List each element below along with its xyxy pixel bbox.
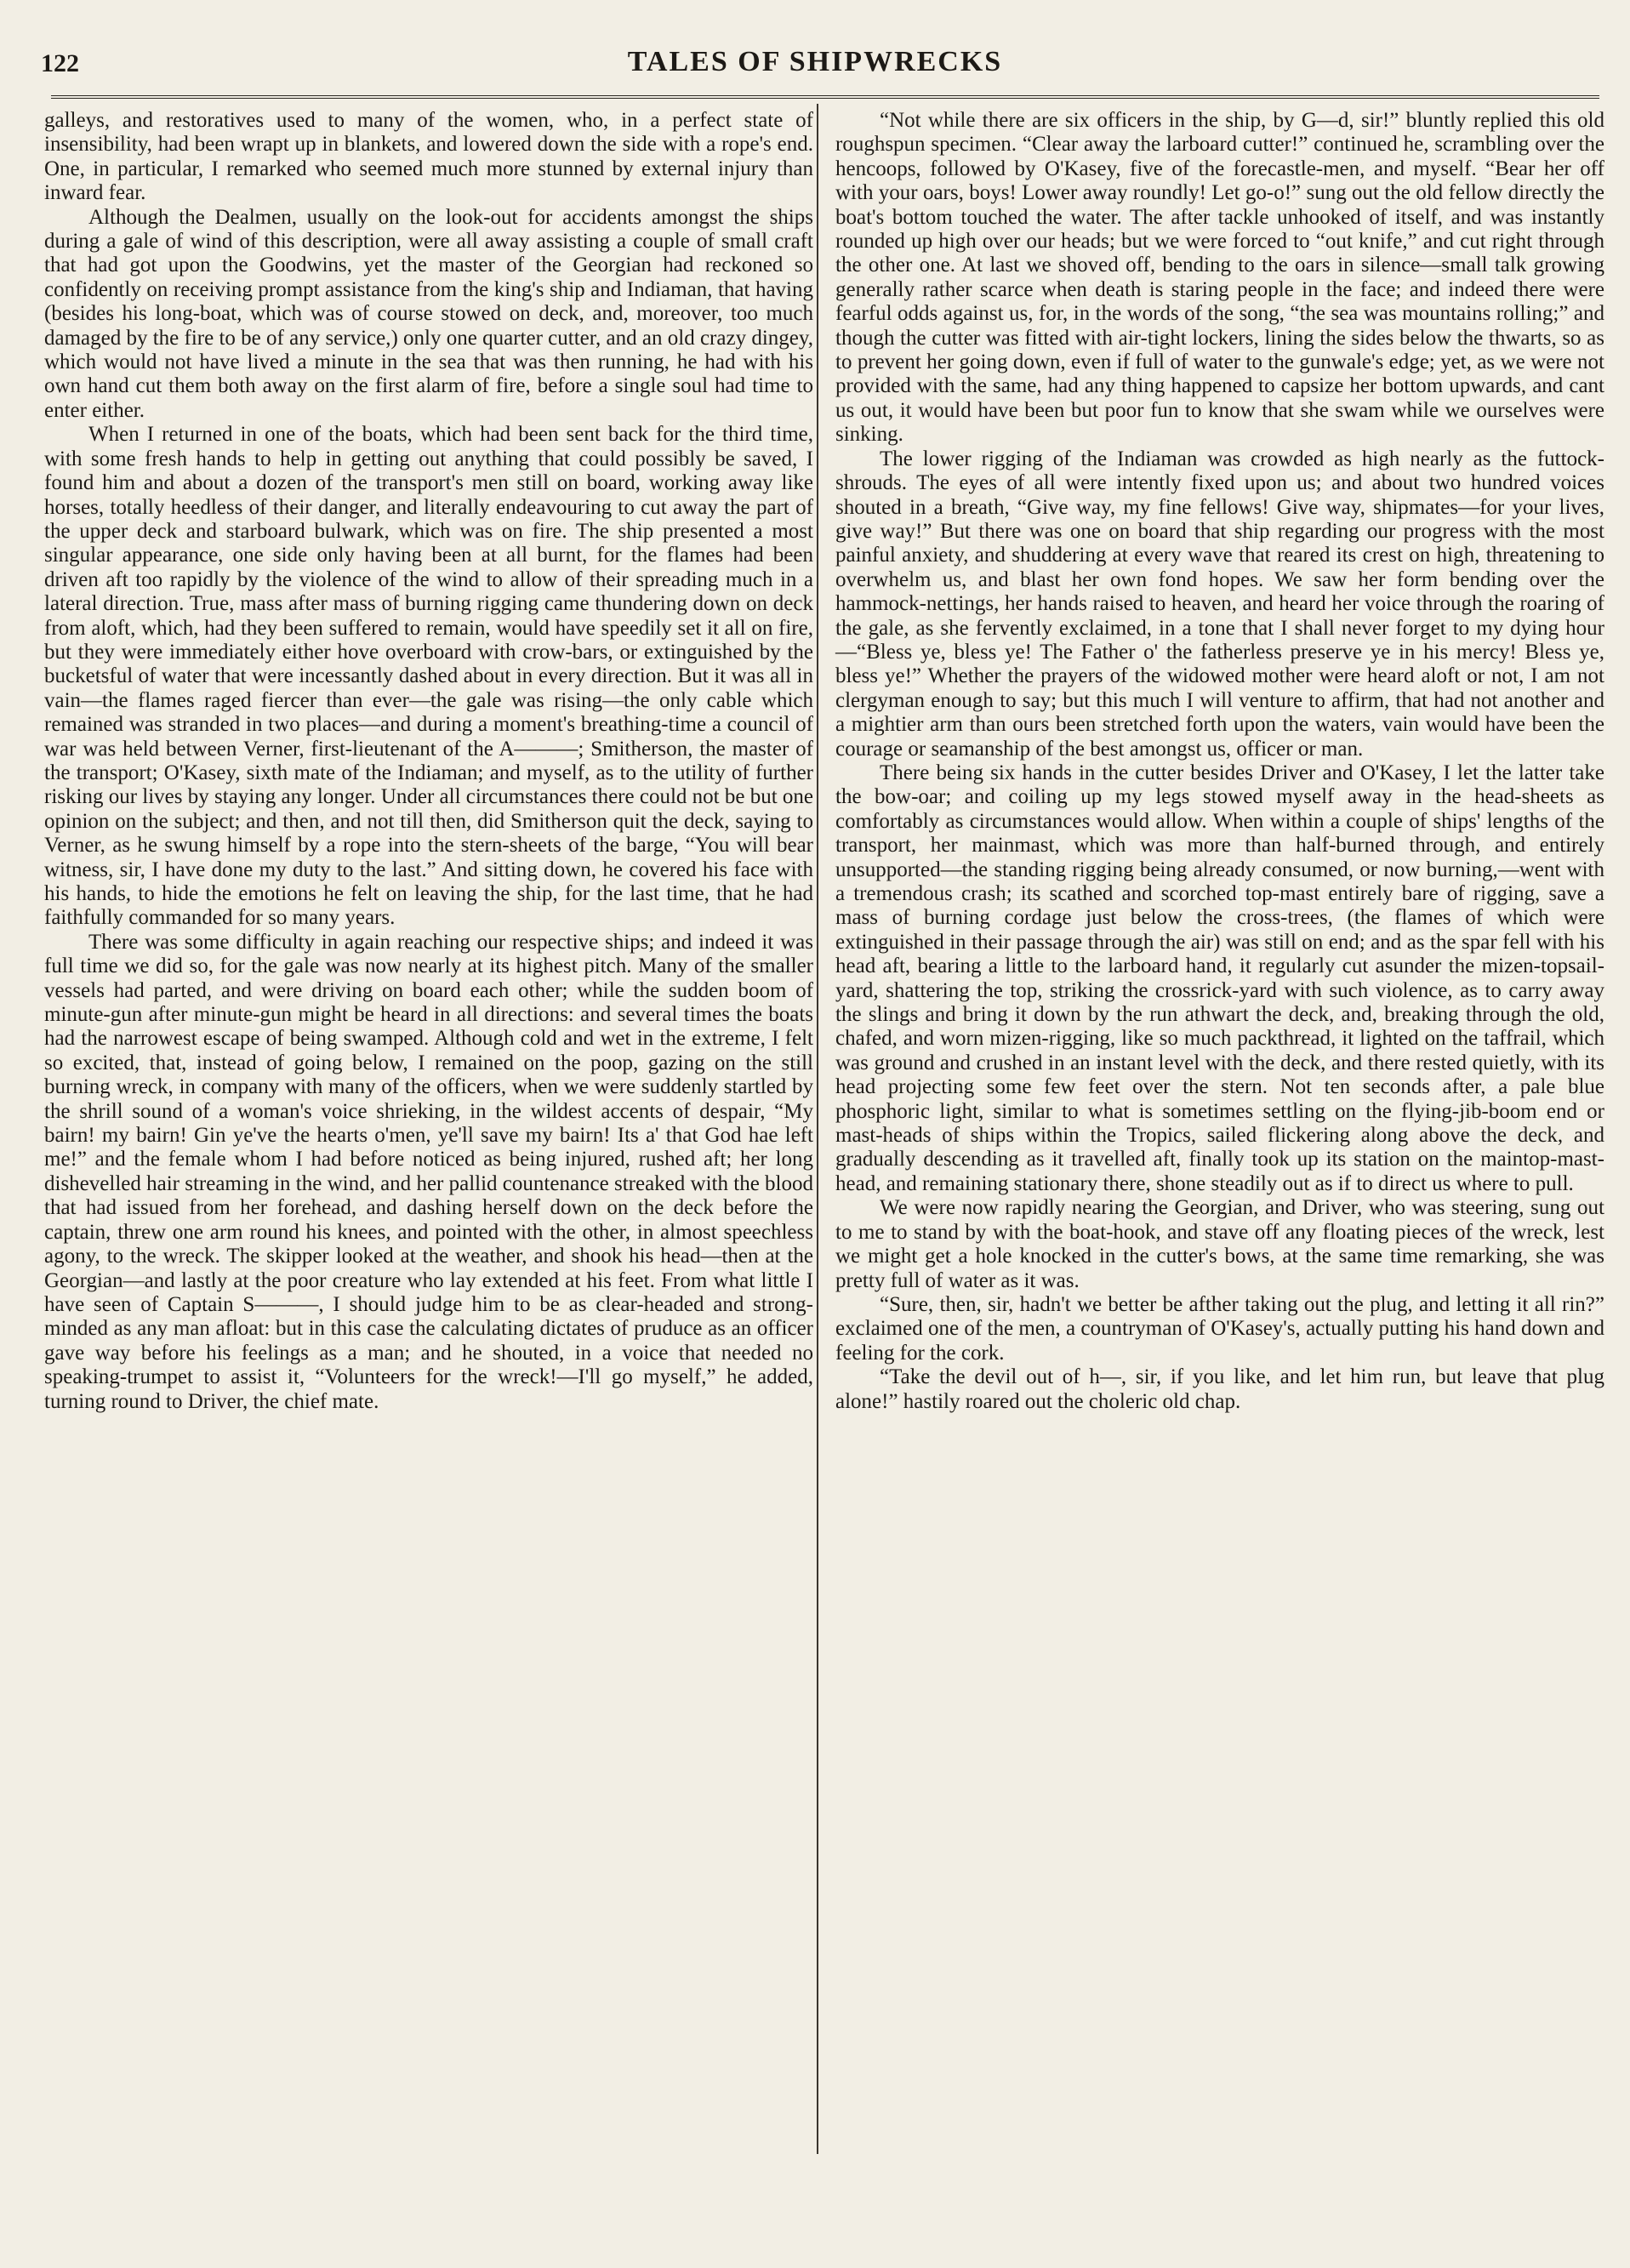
paragraph: “Not while there are six officers in the ship, by G—d, sir!” bluntly replied this old roughspun specimen. “Clear away the larboard cutter!” continued he, scrambling over the hencoops, followed by O'Kasey, five of the forecastle-men, and myself. “Bear her off with your oars, boys! Lower away roundly! Let go-o!” sung out the old fellow directly the boat's bottom touched the water. The after tackle unhooked of itself, and was instantly rounded up high over our heads; but we were forced to “out knife,” and cut right through the other one. At last we shoved off, bending to the oars in silence—small talk growing generally rather scarce when death is staring people in the face; and indeed there were fearful odds against us, for, in the words of the song, “the sea was mountains rolling;” and though the cutter was fitted with air-tight lockers, lining the sides below the thwarts, so as to prevent her going down, even if full of water to the gunwale's edge; yet, as we were not provided with the same, had any thing happened to capsize her bottom upwards, and cant us out, it would have been but poor fun to know that she swam while we ourselves were sinking. <box>835 109 1604 447</box>
header-rule <box>51 95 1599 99</box>
paragraph: We were now rapidly nearing the Georgian, and Driver, who was steering, sung out to me to stand by with the boat-hook, and stave off any floating pieces of the wreck, lest we might get a hole knocked in the cutter's bows, at the same time remarking, she was pretty full of water as it was. <box>835 1196 1604 1292</box>
paragraph: “Sure, then, sir, hadn't we better be afther taking out the plug, and letting it all rin?” exclaimed one of the men, a countryman of O'Kasey's, actually putting his hand down and feeling for the cork. <box>835 1292 1604 1365</box>
page-number: 122 <box>41 49 79 77</box>
paragraph: There was some difficulty in again reaching our respective ships; and indeed it was full time we did so, for the gale was now nearly at its highest pitch. Many of the smaller vessels had parted, and were driving on board each other; while the sudden boom of minute-gun after minute-gun might be heard in all directions: and several times the boats had the narrowest escape of being swamped. Although cold and wet in the extreme, I felt so excited, that, instead of going below, I remained on the poop, gazing on the still burning wreck, in company with many of the officers, when we were suddenly startled by the shrill sound of a woman's voice shrieking, in the wildest accents of despair, “My bairn! my bairn! Gin ye've the hearts o'men, ye'll save my bairn! Its a' that God hae left me!” and the female whom I had before noticed as being injured, rushed aft; her long dishevelled hair streaming in the wind, and her pallid countenance streaked with the blood that had issued from her forehead, and dashing herself down on the deck before the captain, threw one arm round his knees, and pointed with the other, in almost speechless agony, to the wreck. The skipper looked at the weather, and shook his head—then at the Georgian—and lastly at the poor creature who lay extended at his feet. From what little I have seen of Captain S———, I should judge him to be as clear-headed and strong-minded as any man afloat: but in this case the calculating dictates of pruduce as an officer gave way before his feelings as a man; and he shouted, in a voice that needed no speaking-trumpet to assist it, “Volunteers for the wreck!—I'll go myself,” he added, turning round to Driver, the chief mate. <box>44 930 813 1413</box>
paragraph: “Take the devil out of h—, sir, if you like, and let him run, but leave that plug alone!” hastily roared out the choleric old chap. <box>835 1365 1604 1413</box>
left-column <box>44 109 813 1414</box>
paragraph: The lower rigging of the Indiaman was crowded as high nearly as the futtock-shrouds. The eyes of all were intently fixed upon us; and about two hundred voices shouted in a breath, “Give way, my fine fellows! Give way, shipmates—for your lives, give way!” But there was one on board that ship regarding our progress with the most painful anxiety, and shuddering at every wave that reared its crest on high, threatening to overwhelm us, and blast her own fond hopes. We saw her form bending over the hammock-nettings, her hands raised to heaven, and heard her voice through the roaring of the gale, as she fervently exclaimed, in a tone that I shall never forget to my dying hour—“Bless ye, bless ye! The Father o' the fatherless preserve ye in his mercy! Bless ye, bless ye!” Whether the prayers of the widowed mother were heard aloft or not, I am not clergyman enough to say; but this much I will venture to affirm, that had not another and a mightier arm than ours been stretched forth upon the waters, vain would have been the courage or seamanship of the best amongst us, officer or man. <box>835 447 1604 761</box>
right-column <box>835 109 1604 1414</box>
running-title: TALES OF SHIPWRECKS <box>627 46 1003 77</box>
paragraph: When I returned in one of the boats, which had been sent back for the third time, with some fresh hands to help in getting out anything that could possibly be saved, I found him and about a dozen of the transport's men still on board, working away like horses, totally heedless of their danger, and literally endeavouring to cut away the part of the upper deck and starboard bulwark, which was on fire. The ship presented a most singular appearance, one side only having been at all burnt, for the flames had been driven aft too rapidly by the violence of the wind to allow of their spreading much in a lateral direction. True, mass after mass of burning rigging came thundering down on deck from aloft, which, had they been suffered to remain, would have speedily set it all on fire, but they were immediately either hove overboard with crow-bars, or extinguished by the bucketsful of water that were incessantly dashed about in every direction. But it was all in vain—the flames raged fiercer than ever—the gale was rising—the only cable which remained was stranded in two places—and during a moment's breathing-time a council of war was held between Verner, first-lieutenant of the A———; Smitherson, the master of the transport; O'Kasey, sixth mate of the Indiaman; and myself, as to the utility of further risking our lives by staying any longer. Under all circumstances there could not be but one opinion on the subject; and then, and not till then, did Smitherson quit the deck, saying to Verner, as he swung himself by a rope into the stern-sheets of the barge, “You will bear witness, sir, I have done my duty to the last.” And sitting down, he covered his face with his hands, to hide the emotions he felt on leaving the ship, for the last time, that he had faithfully commanded for so many years. <box>44 423 813 930</box>
paragraph: Although the Dealmen, usually on the look-out for accidents amongst the ships during a gale of wind of this description, were all away assisting a couple of small craft that had got upon the Goodwins, yet the master of the Georgian had reckoned so confidently on receiving prompt assistance from the king's ship and Indiaman, that having (besides his long-boat, which was of course stowed on deck, and, moreover, too much damaged by the fire to be of any service,) only one quarter cutter, and an old crazy dingey, which would not have lived a minute in the sea that was then running, he had with his own hand cut them both away on the first alarm of fire, before a single soul had time to enter either. <box>44 205 813 422</box>
column-divider <box>817 104 818 2154</box>
paragraph: There being six hands in the cutter besides Driver and O'Kasey, I let the latter take the bow-oar; and coiling up my legs stowed myself away in the head-sheets as comfortably as circumstances would allow. When within a couple of ships' lengths of the transport, her mainmast, which was more than half-burned through, and entirely unsupported—the standing rigging being already consumed, or now burning,—went with a tremendous crash; its scathed and scorched top-mast entirely bare of rigging, save a mass of burning cordage just below the cross-trees, (the flames of which were extinguished in their passage through the air) was still on end; and as the spar fell with his head aft, bearing a little to the larboard hand, it regularly cut asunder the mizen-topsail-yard, shattering the top, striking the crossrick-yard with such violence, as to carry away the slings and bring it down by the run athwart the deck, and, breaking through the old, chafed, and worn mizen-rigging, like so much packthread, it lighted on the taffrail, which was ground and crushed in an instant level with the deck, and there rested quietly, with its head projecting some few feet over the stern. Not ten seconds after, a pale blue phosphoric light, similar to what is sometimes settling on the flying-jib-boom end or mast-heads of ships within the Tropics, sailed flickering along above the deck, and gradually descending as it travelled aft, finally took up its station on the maintop-mast-head, and remaining stationary there, shone steadily out as if to direct us where to pull. <box>835 761 1604 1195</box>
page-header <box>34 43 1596 87</box>
paragraph: galleys, and restoratives used to many of the women, who, in a perfect state of insensibility, had been wrapt up in blankets, and lowered down the side with a rope's end. One, in particular, I remarked who seemed much more stunned by external injury than inward fear. <box>44 109 813 205</box>
